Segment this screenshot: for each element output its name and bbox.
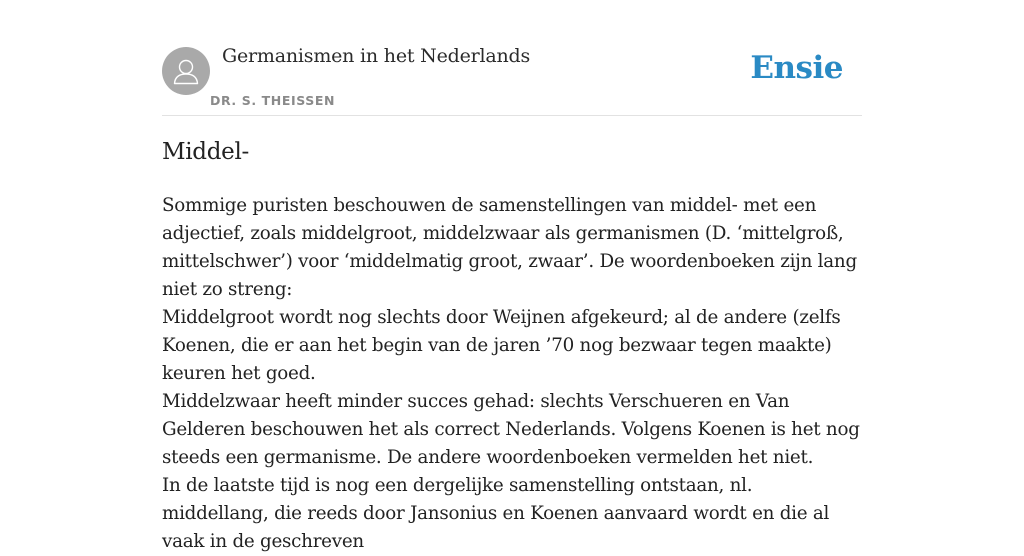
author-name[interactable]: DR. S. THEISSEN [210, 93, 336, 108]
entry-content [162, 192, 862, 556]
author-avatar[interactable] [162, 47, 210, 95]
person-icon [162, 47, 210, 95]
paragraph: In de laatste tijd is nog een dergelijke samenstelling ontstaan, nl. middellang, die reeds door Jansonius en Koenen aanvaard wordt en die al vaak in de geschreven [162, 475, 830, 552]
paragraph: Middelgroot wordt nog slechts door Weijnen afgekeurd; al de andere (zelfs Koenen, die er aan het begin van de jaren ’70 nog bezwaar tegen maakte) keuren het goed. [162, 307, 841, 384]
paragraph: Middelzwaar heeft minder succes gehad: slechts Verschueren en Van Gelderen beschouwen het als correct Nederlands. Volgens Koenen is het nog steeds een germanisme. De andere woordenboeken vermelden het niet. [162, 391, 860, 468]
entry-title: Middel- [162, 139, 249, 165]
book-title[interactable]: Germanismen in het Nederlands [222, 45, 531, 67]
header [162, 0, 862, 116]
ensie-logo[interactable]: Ensie [750, 50, 843, 86]
paragraph: Sommige puristen beschouwen de samenstellingen van middel- met een adjectief, zoals middelgroot, middelzwaar als germanismen (D. ‘mittelgroß, mittelschwer’) voor ‘middelmatig groot, zwaar’. De woordenboeken zijn lang niet zo streng: [162, 195, 857, 300]
